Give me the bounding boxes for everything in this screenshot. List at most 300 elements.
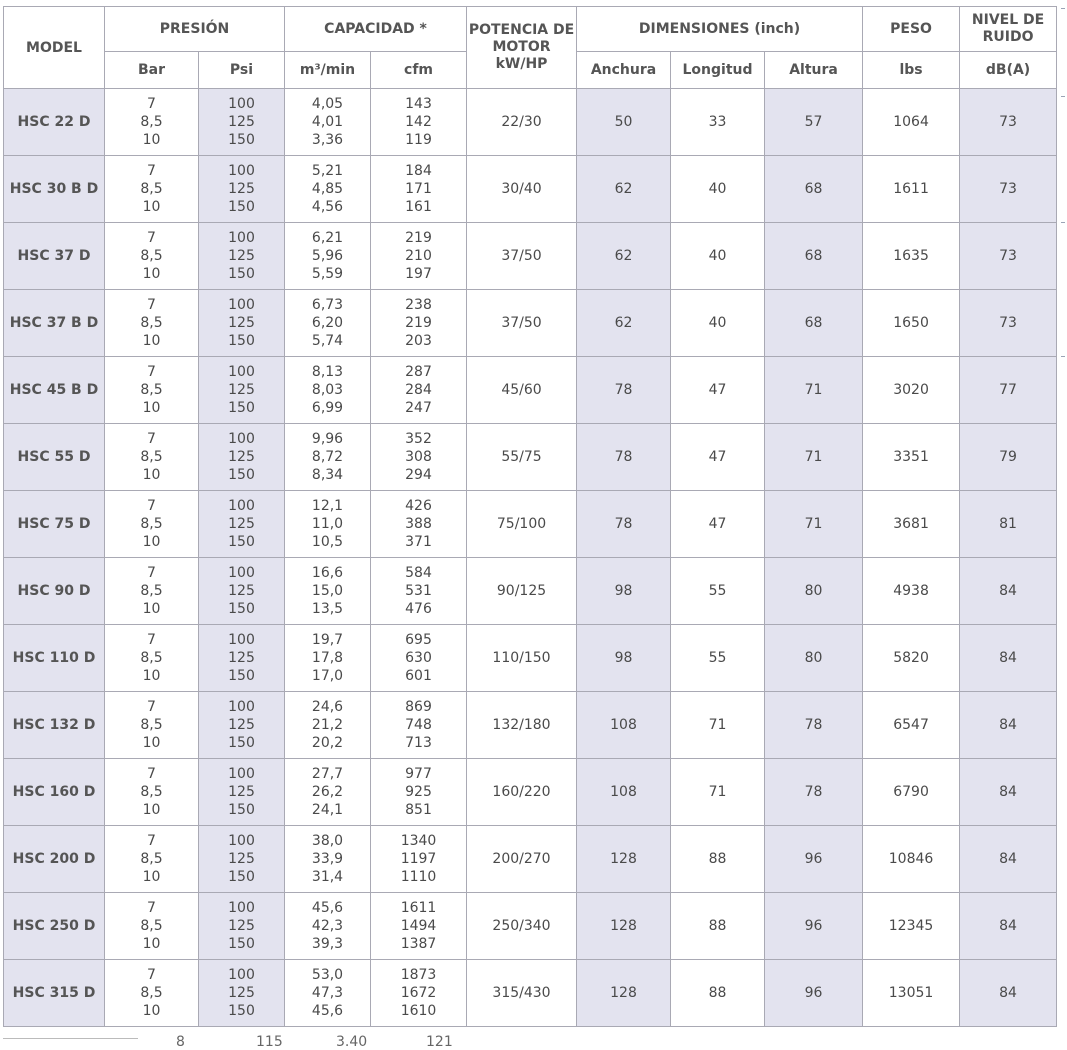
cell-value: 21,2 — [311, 717, 344, 733]
cell-anchura: 78 — [577, 424, 671, 491]
cell-ruido: 73 — [960, 223, 1057, 290]
cell-value: 197 — [405, 266, 432, 282]
cell-value: 10 — [142, 333, 161, 349]
cell-longitud: 47 — [671, 357, 765, 424]
cell-value: 4,05 — [311, 96, 344, 112]
cell-cfm — [371, 558, 467, 625]
cell-bar — [105, 558, 199, 625]
cell-value: 4,56 — [311, 199, 344, 215]
header-bar: Bar — [105, 52, 199, 89]
cell-value: 7 — [147, 297, 156, 313]
cell-longitud: 88 — [671, 826, 765, 893]
cell-value: 13,5 — [311, 601, 344, 617]
cell-value: 26,2 — [311, 784, 344, 800]
cell-value: 125 — [228, 851, 255, 867]
cell-value: 119 — [405, 132, 432, 148]
cell-model: HSC 160 D — [4, 759, 105, 826]
cell-m3 — [285, 491, 371, 558]
cell-value: 20,2 — [311, 735, 344, 751]
cell-m3 — [285, 893, 371, 960]
cell-value: 100 — [228, 230, 255, 246]
cell-cfm — [371, 357, 467, 424]
cell-value: 977 — [405, 766, 432, 782]
cell-model: HSC 55 D — [4, 424, 105, 491]
cell-psi — [199, 558, 285, 625]
cell-value: 10 — [142, 132, 161, 148]
cell-value: 6,21 — [311, 230, 344, 246]
cell-m3 — [285, 290, 371, 357]
cell-ruido: 77 — [960, 357, 1057, 424]
cell-longitud: 88 — [671, 960, 765, 1027]
cell-value: 210 — [405, 248, 432, 264]
cell-cfm — [371, 960, 467, 1027]
cell-value: 7 — [147, 230, 156, 246]
cell-value: 8,5 — [140, 650, 163, 666]
cell-m3 — [285, 223, 371, 290]
cell-value: 9,96 — [311, 431, 344, 447]
cell-anchura: 62 — [577, 156, 671, 223]
cell-m3 — [285, 558, 371, 625]
cell-altura: 96 — [765, 960, 863, 1027]
cell-longitud: 71 — [671, 692, 765, 759]
cell-value: 203 — [405, 333, 432, 349]
cell-value: 125 — [228, 181, 255, 197]
cell-psi — [199, 893, 285, 960]
cell-psi — [199, 826, 285, 893]
cell-power: 315/430 — [467, 960, 577, 1027]
cell-value: 161 — [405, 199, 432, 215]
cell-ruido: 73 — [960, 290, 1057, 357]
table-row — [4, 424, 1057, 491]
cell-value: 5,74 — [311, 333, 344, 349]
table-row — [4, 759, 1057, 826]
cell-m3 — [285, 692, 371, 759]
cell-longitud: 47 — [671, 491, 765, 558]
cell-value: 371 — [405, 534, 432, 550]
cell-value: 150 — [228, 869, 255, 885]
cell-value: 143 — [405, 96, 432, 112]
cell-value: 150 — [228, 400, 255, 416]
cell-model: HSC 315 D — [4, 960, 105, 1027]
cell-peso: 3020 — [863, 357, 960, 424]
cell-model: HSC 37 D — [4, 223, 105, 290]
cell-value: 6,20 — [311, 315, 344, 331]
cell-peso: 1064 — [863, 89, 960, 156]
header-psi: Psi — [199, 52, 285, 89]
cell-peso: 6790 — [863, 759, 960, 826]
cell-m3 — [285, 424, 371, 491]
cell-value: 1610 — [400, 1003, 437, 1019]
cell-value: 713 — [405, 735, 432, 751]
cell-value: 45,6 — [311, 900, 344, 916]
cell-value: 10 — [142, 400, 161, 416]
cell-value: 150 — [228, 534, 255, 550]
cell-altura: 68 — [765, 156, 863, 223]
cell-value: 8,13 — [311, 364, 344, 380]
cell-bar — [105, 290, 199, 357]
cell-value: 12,1 — [311, 498, 344, 514]
cell-value: 925 — [405, 784, 432, 800]
cell-model: HSC 45 B D — [4, 357, 105, 424]
cell-value: 8,5 — [140, 449, 163, 465]
cell-value: 7 — [147, 565, 156, 581]
cell-ruido: 73 — [960, 89, 1057, 156]
divider — [3, 1038, 138, 1039]
cell-cfm — [371, 759, 467, 826]
cell-value: 100 — [228, 96, 255, 112]
cell-value: 100 — [228, 297, 255, 313]
cut-off-next-row — [0, 1030, 1067, 1050]
cell-longitud: 55 — [671, 625, 765, 692]
table-row — [4, 960, 1057, 1027]
cell-value: 869 — [405, 699, 432, 715]
cell-value: 7 — [147, 699, 156, 715]
cell-value: 1197 — [400, 851, 437, 867]
cell-value: 5,96 — [311, 248, 344, 264]
cell-value: 31,4 — [311, 869, 344, 885]
cell-peso: 13051 — [863, 960, 960, 1027]
cell-value: 38,0 — [311, 833, 344, 849]
edge-tick — [1061, 356, 1065, 357]
header-anchura: Anchura — [577, 52, 671, 89]
cell-peso: 12345 — [863, 893, 960, 960]
cell-value: 6,99 — [311, 400, 344, 416]
table-row — [4, 491, 1057, 558]
cell-value: 8,72 — [311, 449, 344, 465]
cell-longitud: 40 — [671, 290, 765, 357]
cell-value: 125 — [228, 717, 255, 733]
cell-altura: 80 — [765, 558, 863, 625]
cell-value: 150 — [228, 601, 255, 617]
cell-value: 3,36 — [311, 132, 344, 148]
table-row — [4, 893, 1057, 960]
cell-value: 100 — [228, 967, 255, 983]
cell-value: 10 — [142, 266, 161, 282]
cell-model: HSC 132 D — [4, 692, 105, 759]
table-body — [4, 89, 1057, 1027]
cell-value: 27,7 — [311, 766, 344, 782]
cell-value: 100 — [228, 565, 255, 581]
cell-power: 132/180 — [467, 692, 577, 759]
table-row — [4, 558, 1057, 625]
table-row — [4, 89, 1057, 156]
cell-value: 584 — [405, 565, 432, 581]
table-row — [4, 826, 1057, 893]
header-ruido: NIVEL DE RUIDO — [960, 7, 1057, 52]
cell-value: 10 — [142, 467, 161, 483]
table-row — [4, 290, 1057, 357]
cell-power: 90/125 — [467, 558, 577, 625]
cell-psi — [199, 223, 285, 290]
table-row — [4, 692, 1057, 759]
cell-bar — [105, 692, 199, 759]
cell-value: 6,73 — [311, 297, 344, 313]
cell-value: 5,21 — [311, 163, 344, 179]
cell-value: 10 — [142, 936, 161, 952]
cell-value: 100 — [228, 431, 255, 447]
cell-value: 125 — [228, 516, 255, 532]
cell-value: 150 — [228, 266, 255, 282]
cell-psi — [199, 89, 285, 156]
cell-value: 1672 — [400, 985, 437, 1001]
cell-bar — [105, 156, 199, 223]
cell-cfm — [371, 692, 467, 759]
cell-altura: 68 — [765, 223, 863, 290]
cell-value: 8,5 — [140, 315, 163, 331]
cell-power: 37/50 — [467, 223, 577, 290]
cell-value: 184 — [405, 163, 432, 179]
cell-value: 150 — [228, 333, 255, 349]
cell-peso: 3681 — [863, 491, 960, 558]
cell-peso: 4938 — [863, 558, 960, 625]
cell-value: 1611 — [400, 900, 437, 916]
cell-value: 426 — [405, 498, 432, 514]
cell-value: 4,85 — [311, 181, 344, 197]
cell-bar — [105, 759, 199, 826]
cell-value: 10 — [142, 601, 161, 617]
cell-value: 8,5 — [140, 583, 163, 599]
table-row — [4, 625, 1057, 692]
cell-bar — [105, 826, 199, 893]
cell-value: 748 — [405, 717, 432, 733]
cell-psi — [199, 960, 285, 1027]
edge-tick — [1061, 8, 1065, 9]
cell-value: 8,5 — [140, 918, 163, 934]
cell-value: 100 — [228, 632, 255, 648]
cell-power: 75/100 — [467, 491, 577, 558]
cell-value: 42,3 — [311, 918, 344, 934]
cell-cfm — [371, 89, 467, 156]
cell-ruido: 84 — [960, 893, 1057, 960]
cell-psi — [199, 491, 285, 558]
header-m3min: m³/min — [285, 52, 371, 89]
header-capacidad: CAPACIDAD * — [285, 7, 467, 52]
header-peso: PESO — [863, 7, 960, 52]
tail-fragment: 8 — [176, 1034, 185, 1050]
cell-peso: 1650 — [863, 290, 960, 357]
cell-m3 — [285, 357, 371, 424]
cell-peso: 1635 — [863, 223, 960, 290]
cell-altura: 71 — [765, 424, 863, 491]
cell-altura: 71 — [765, 357, 863, 424]
cell-anchura: 128 — [577, 893, 671, 960]
cell-value: 10 — [142, 735, 161, 751]
cell-value: 33,9 — [311, 851, 344, 867]
cell-value: 150 — [228, 132, 255, 148]
cell-value: 11,0 — [311, 516, 344, 532]
cell-power: 45/60 — [467, 357, 577, 424]
cell-value: 125 — [228, 315, 255, 331]
cell-value: 1340 — [400, 833, 437, 849]
cell-power: 37/50 — [467, 290, 577, 357]
cell-value: 294 — [405, 467, 432, 483]
header-lbs: lbs — [863, 52, 960, 89]
cell-power: 22/30 — [467, 89, 577, 156]
cell-ruido: 84 — [960, 558, 1057, 625]
cell-value: 7 — [147, 967, 156, 983]
cell-value: 125 — [228, 248, 255, 264]
cell-longitud: 47 — [671, 424, 765, 491]
cell-value: 7 — [147, 163, 156, 179]
cell-value: 695 — [405, 632, 432, 648]
cell-anchura: 108 — [577, 692, 671, 759]
cell-psi — [199, 156, 285, 223]
cell-value: 100 — [228, 833, 255, 849]
compressor-spec-table — [3, 6, 1057, 1027]
cell-altura: 57 — [765, 89, 863, 156]
cell-power: 200/270 — [467, 826, 577, 893]
cell-value: 100 — [228, 699, 255, 715]
cell-psi — [199, 290, 285, 357]
cell-value: 388 — [405, 516, 432, 532]
cell-model: HSC 37 B D — [4, 290, 105, 357]
cell-value: 125 — [228, 650, 255, 666]
cell-value: 150 — [228, 668, 255, 684]
cell-power: 250/340 — [467, 893, 577, 960]
cell-value: 8,5 — [140, 114, 163, 130]
cell-value: 1387 — [400, 936, 437, 952]
cell-value: 150 — [228, 802, 255, 818]
cell-anchura: 78 — [577, 491, 671, 558]
cell-value: 7 — [147, 900, 156, 916]
cell-value: 10,5 — [311, 534, 344, 550]
cell-model: HSC 22 D — [4, 89, 105, 156]
cell-value: 308 — [405, 449, 432, 465]
cell-value: 150 — [228, 199, 255, 215]
cell-m3 — [285, 625, 371, 692]
cell-value: 8,5 — [140, 851, 163, 867]
cell-longitud: 88 — [671, 893, 765, 960]
cell-value: 8,03 — [311, 382, 344, 398]
cell-value: 7 — [147, 431, 156, 447]
cell-value: 10 — [142, 668, 161, 684]
cell-anchura: 98 — [577, 558, 671, 625]
cell-value: 5,59 — [311, 266, 344, 282]
cell-value: 7 — [147, 498, 156, 514]
cell-value: 7 — [147, 96, 156, 112]
cell-anchura: 62 — [577, 223, 671, 290]
cell-value: 53,0 — [311, 967, 344, 983]
cell-power: 55/75 — [467, 424, 577, 491]
cell-value: 125 — [228, 382, 255, 398]
cell-anchura: 98 — [577, 625, 671, 692]
cell-value: 150 — [228, 1003, 255, 1019]
cell-value: 16,6 — [311, 565, 344, 581]
cell-value: 17,0 — [311, 668, 344, 684]
cell-ruido: 73 — [960, 156, 1057, 223]
cell-value: 24,6 — [311, 699, 344, 715]
cell-bar — [105, 89, 199, 156]
cell-value: 219 — [405, 315, 432, 331]
cell-ruido: 84 — [960, 625, 1057, 692]
cell-value: 100 — [228, 498, 255, 514]
cell-value: 150 — [228, 936, 255, 952]
cell-cfm — [371, 625, 467, 692]
table-row — [4, 223, 1057, 290]
header-dba: dB(A) — [960, 52, 1057, 89]
cell-psi — [199, 357, 285, 424]
cell-altura: 78 — [765, 759, 863, 826]
cell-value: 100 — [228, 766, 255, 782]
cell-value: 10 — [142, 199, 161, 215]
header-cfm: cfm — [371, 52, 467, 89]
cell-value: 171 — [405, 181, 432, 197]
cell-altura: 96 — [765, 826, 863, 893]
cell-psi — [199, 625, 285, 692]
cell-value: 476 — [405, 601, 432, 617]
cell-longitud: 40 — [671, 223, 765, 290]
cell-value: 7 — [147, 833, 156, 849]
cell-value: 8,5 — [140, 717, 163, 733]
tail-fragment: 121 — [426, 1034, 453, 1050]
cell-value: 8,5 — [140, 985, 163, 1001]
cell-cfm — [371, 424, 467, 491]
cell-longitud: 40 — [671, 156, 765, 223]
cell-m3 — [285, 156, 371, 223]
cell-bar — [105, 625, 199, 692]
cell-value: 39,3 — [311, 936, 344, 952]
cell-cfm — [371, 491, 467, 558]
edge-tick — [1061, 222, 1065, 223]
cell-value: 7 — [147, 632, 156, 648]
cell-value: 1110 — [400, 869, 437, 885]
cell-psi — [199, 692, 285, 759]
cell-psi — [199, 759, 285, 826]
cell-peso: 5820 — [863, 625, 960, 692]
cell-longitud: 55 — [671, 558, 765, 625]
cell-value: 100 — [228, 163, 255, 179]
cell-value: 851 — [405, 802, 432, 818]
cell-altura: 96 — [765, 893, 863, 960]
cell-cfm — [371, 826, 467, 893]
cell-value: 247 — [405, 400, 432, 416]
cell-anchura: 78 — [577, 357, 671, 424]
cell-value: 1873 — [400, 967, 437, 983]
cell-value: 125 — [228, 583, 255, 599]
cell-value: 8,5 — [140, 382, 163, 398]
cell-ruido: 84 — [960, 826, 1057, 893]
tail-fragment: 115 — [256, 1034, 283, 1050]
cell-ruido: 81 — [960, 491, 1057, 558]
cell-value: 238 — [405, 297, 432, 313]
cell-value: 150 — [228, 467, 255, 483]
cell-cfm — [371, 893, 467, 960]
cell-value: 125 — [228, 449, 255, 465]
cell-value: 630 — [405, 650, 432, 666]
cell-psi — [199, 424, 285, 491]
cell-power: 110/150 — [467, 625, 577, 692]
cell-ruido: 79 — [960, 424, 1057, 491]
cell-model: HSC 250 D — [4, 893, 105, 960]
cell-model: HSC 75 D — [4, 491, 105, 558]
cell-m3 — [285, 759, 371, 826]
cell-value: 8,5 — [140, 784, 163, 800]
cell-bar — [105, 893, 199, 960]
header-presion: PRESIÓN — [105, 7, 285, 52]
cell-model: HSC 200 D — [4, 826, 105, 893]
cell-bar — [105, 357, 199, 424]
cell-cfm — [371, 223, 467, 290]
cell-value: 7 — [147, 766, 156, 782]
cell-m3 — [285, 960, 371, 1027]
cell-bar — [105, 424, 199, 491]
cell-value: 219 — [405, 230, 432, 246]
table-row — [4, 357, 1057, 424]
cell-value: 8,5 — [140, 181, 163, 197]
cell-altura: 71 — [765, 491, 863, 558]
cell-value: 15,0 — [311, 583, 344, 599]
cell-value: 47,3 — [311, 985, 344, 1001]
